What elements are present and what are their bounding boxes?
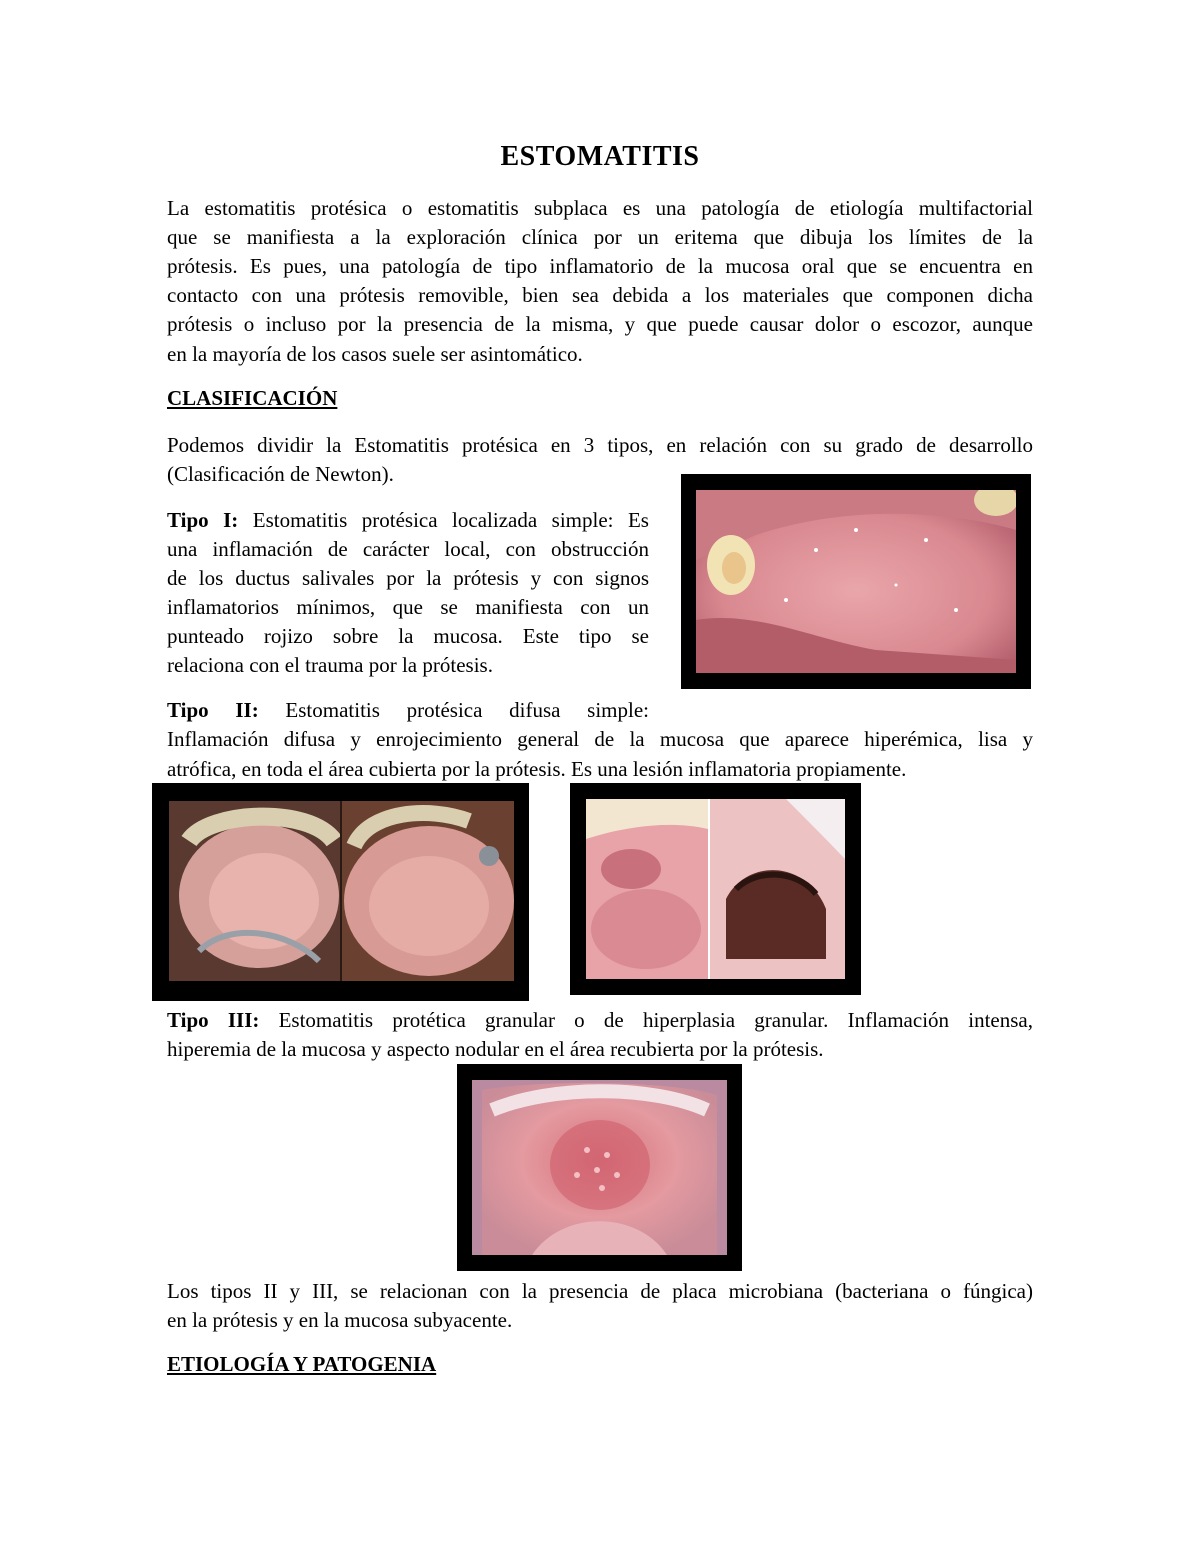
tipo3-label: Tipo III: (167, 1008, 260, 1032)
intro-line: en la mayoría de los casos suele ser asintomático. (167, 342, 583, 366)
heading-clasificacion: CLASIFICACIÓN (167, 386, 338, 410)
tipo3-line: hiperemia de la mucosa y aspecto nodular en el área recubierta por la prótesis. (167, 1037, 824, 1061)
intro-line: contacto con una prótesis removible, bien sea debida a los materiales que componen dicha (167, 283, 1033, 307)
tipo1-label: Tipo I: (167, 508, 239, 532)
heading-etiologia: ETIOLOGÍA Y PATOGENIA (167, 1352, 437, 1376)
intro-line: La estomatitis protésica o estomatitis subplaca es una patología de etiología multifactorial (167, 196, 1033, 220)
photo-tipo2b-frame (570, 783, 861, 995)
tipo2-label: Tipo II: (167, 698, 259, 722)
intro-line: prótesis. Es pues, una patología de tipo inflamatorio de la mucosa oral que se encuentra en (167, 254, 1033, 278)
tipo2-line (167, 696, 649, 725)
photo-tipo3-frame (457, 1064, 742, 1271)
photo-tipo1 (696, 490, 1016, 673)
clasificacion-line: Podemos dividir la Estomatitis protésica en 3 tipos, en relación con su grado de desarrollo (167, 433, 1033, 457)
tipo1-line: relaciona con el trauma por la prótesis. (167, 653, 493, 677)
tipo1-line: una inflamación de carácter local, con obstrucción (167, 537, 649, 561)
document-title: ESTOMATITIS (500, 141, 700, 172)
photo-tipo2b (586, 799, 845, 979)
clasificacion-line: (Clasificación de Newton). (167, 462, 394, 486)
tipo3-line (167, 1006, 1033, 1035)
photo-tipo3 (472, 1080, 727, 1255)
photo-tipo2a (169, 801, 514, 981)
tipo1-line (167, 506, 649, 535)
tipo1-line: punteado rojizo sobre la mucosa. Este tipo se (167, 624, 649, 648)
conclusion-line: Los tipos II y III, se relacionan con la presencia de placa microbiana (bacteriana o fúngica) (167, 1279, 1033, 1303)
tipo2-text: Estomatitis protésica difusa simple: (258, 698, 650, 722)
intro-line: prótesis o incluso por la presencia de la misma, y que puede causar dolor o escozor, aunque (167, 312, 1033, 336)
tipo3-text: Estomatitis protética granular o de hiperplasia granular. Inflamación intensa, (259, 1008, 1033, 1032)
tipo2-line: atrófica, en toda el área cubierta por la prótesis. Es una lesión inflamatoria propiamente. (167, 757, 907, 781)
conclusion-line: en la prótesis y en la mucosa subyacente. (167, 1308, 513, 1332)
intro-line: que se manifiesta a la exploración clínica por un eritema que dibuja los límites de la (167, 225, 1033, 249)
photo-tipo1-frame (681, 474, 1031, 689)
tipo1-line: de los ductus salivales por la prótesis y con signos (167, 566, 649, 590)
tipo1-line: inflamatorios mínimos, que se manifiesta con un (167, 595, 649, 619)
photo-tipo2a-frame (152, 783, 529, 1001)
tipo2-line: Inflamación difusa y enrojecimiento general de la mucosa que aparece hiperémica, lisa y (167, 727, 1033, 751)
tipo1-text: Estomatitis protésica localizada simple: Es (238, 508, 649, 532)
